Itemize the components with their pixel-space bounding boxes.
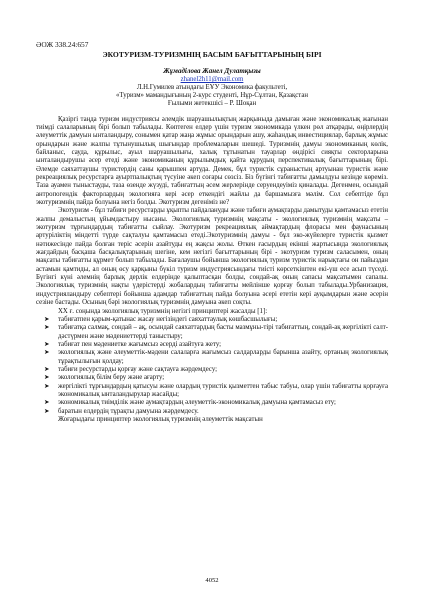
principle-list-item [36,374,388,382]
body-paragraph: Жоғарыдағы принциптер экологиялық туризмнің әлеуметтік мақсатын [58,415,263,423]
principle-list-item [36,399,388,407]
principle-list-item [36,341,388,349]
arrow-bullet-icon: ➤ [44,365,50,373]
body-paragraph: Экотуризм - бұл табиғи ресурстарды ұқыпты пайдалануды және табиғи аумақтарды дамытуды қамтамасыз ететін жалпы демалыстың ұйымдастыру нысаны. Экологиялық туризмнің мақсаты - экологиялық туризмнің мақсаты – экотуризм тұрғындардың табиғатты сыйлау. Экотуризм рекреациялық аймақтардың флорасы мен фаунасының артуріліктің міндетті түрде сақталуы қамтамасыз етеді.Экотуризмнің дамуы - бұл эко-жүйелерге туристік қызмет нәтижесінде пайда болған теріс әсерін азайтуды ең жақсы жолы. Өткен ғасырдың екінші жартысында экологиялық жағдайдың басқаша басқалықтарының шегіне, кем негізгі бағыттарының бірі - экотуризм туризм саласымен, оның мақсаты табиғатты құрмет болып табылады. Бағалаушы бойынша экологиялық туризм туристік нарықтағы он пайыздан астамын қамтиды, ал оның өсу қарқыны бүкіл туризм индустриясындағы тиісті көрсеткіштен екі-үш есе асып түседі. Бүгінгі күні әлемнің барлық дерлік елдерінде қалыптасқан болды, сондай-ақ оның сапасы мақсатымен сапалы. Экологиялық туризмнің нақты үдерістерді жобалардың табиғатты мейлінше қорғау болып табылады.Урбанизация, индустрияландыру себептері бойынша адамдар табиғаттың пайда болуына әсері ететін кері ауқымдарын және әсерін сезіне бастады. Осының бәрі экологиялық туризмнің дамуына әкеп соқты. [36,207,388,307]
udc-code: ӘОЖ 338.24:657 [36,40,89,49]
principle-list-item [36,316,388,324]
page-number: 4052 [205,577,219,584]
list-item-text: жергілікті тұрғындардың қатысуы және олардың туристік қызметтен табыс табуы, олар үшін табиғатты қорғауға экономикалық ынталандырулар жасайды; [58,382,388,398]
principle-list-item [36,366,388,374]
principle-list-item [36,408,388,416]
author-email-link[interactable]: zhanel2h11@mail.com [180,76,244,83]
affiliation-line: Л.Н.Гумилев атындағы ЕҰУ Экономика факультеті, [136,84,288,91]
arrow-bullet-icon: ➤ [44,374,50,382]
arrow-bullet-icon: ➤ [44,407,50,415]
list-item-text: экологиялық және әлеуметтік-мәдени салаларға жағымсыз салдарларды барынша азайту, ортаның экологиялық тұрақтылығын қолдау; [58,349,388,365]
arrow-bullet-icon: ➤ [44,315,50,323]
arrow-bullet-icon: ➤ [44,382,50,390]
list-item-text: баратын елдердің тұрақты дамуына жәрдемдесу. [58,407,199,415]
principle-list-item [36,324,388,341]
arrow-bullet-icon: ➤ [44,399,50,407]
supervisor-line: Ғылыми жетекшісі – Р. Шоқан [167,100,257,108]
affiliation-line: «Туризм» мамандығының 2-курс студенті, Нұр-Сұлтан, Қазақстан [115,92,309,100]
arrow-bullet-icon: ➤ [44,340,50,348]
list-item-text: табиғи ресурстарды қорғау және сақтауға жәрдемдесу; [58,365,218,373]
principle-list-item [36,383,388,400]
arrow-bullet-icon: ➤ [44,349,50,357]
list-item-text: экономикалық тиімділік және аумақтардың әлеуметтік-экономикалық дамуына қамтамасыз ету; [58,399,336,407]
list-item-text: табиғат пен мәдениетке жағымсыз әсерді азайтуға жету; [58,340,222,348]
paper-title: ЭКОТУРИЗМ-ТУРИЗМНІҢ БАСЫМ БАҒЫТТАРЫНЫҢ БІРІ [102,50,322,59]
list-item-text: табиғатпен қарым-қатынас жасау негізіндегі саяхаттаулық көшбасшылығы; [58,315,278,323]
body-paragraph: Қазіргі таңда туризм индустриясы әлемдік шаруашылықтың жарқыныда дамыған және экономикалық жағынан тиімді салаларының бірі болып табылады. Көптеген елдер үшін туризм экономикада үлкен рөл атқарады, өңірлердің әлеуметтік дамуын ынталандыру, сонымен қатар жаңа жұмыс орындарын ашу, жаһандық инвестициялар, барлық жұмыс орындарын және жалпы тұтынушылық шығындар проблемаларын шешеді. Туризмнің дамуы экономиканың көлік, байланыс, сауда, құрылыс, ауыл шаруашылығы, халық тұтынатын тауарлар өндірісі сияқты секторларына ынталандырушы әсер етеді және экономиканың құрылымдық қайта құрудың перспективалық бағыттарының бірі. Әлемде саяхаттаушы туристердің саны қарышпен артуда. Демек, бұл туристік сұраныстың артуынан туристік және рекреациялық ресурстарға ауыртпалықтың түсуіне әкеп соғары сөзсіз. Біз бүгінгі табиғатты дамылдуы кезінде көреміз. Таза ауамен тыныстауды, таза өзенде жүзуді, табиғаттың әсем жерлерінде серуендеуіміз қиналады. Дегенмен, осындай антропогендік факторлардың экологияға кері әсер еткендігі жайлы да баршамызға мәлім. Сол себептіде бұл экотуризмнің пайда болуына негіз болды. Экотуризм дегеніміз не? [36,115,388,207]
article-body [36,116,388,425]
arrow-bullet-icon: ➤ [44,324,50,332]
body-paragraph: XX ғ. соңында экологиялық туризмнің негізгі принциптері жасалды [1]: [58,307,268,315]
author-name: Жұмаділова Жанел Дулатқызы [163,67,261,75]
principle-list-item [36,349,388,366]
list-item-text: экологиялық білім беру және ағарту; [58,374,165,382]
list-item-text: табиғатқа салмақ, сондай – ақ, осындай саяхаттардың басты мазмұны-тірі табиғаттың, сондай-ақ жергілікті салт-дәстүрмен және мәдениеттерді таныстыру; [58,324,388,340]
